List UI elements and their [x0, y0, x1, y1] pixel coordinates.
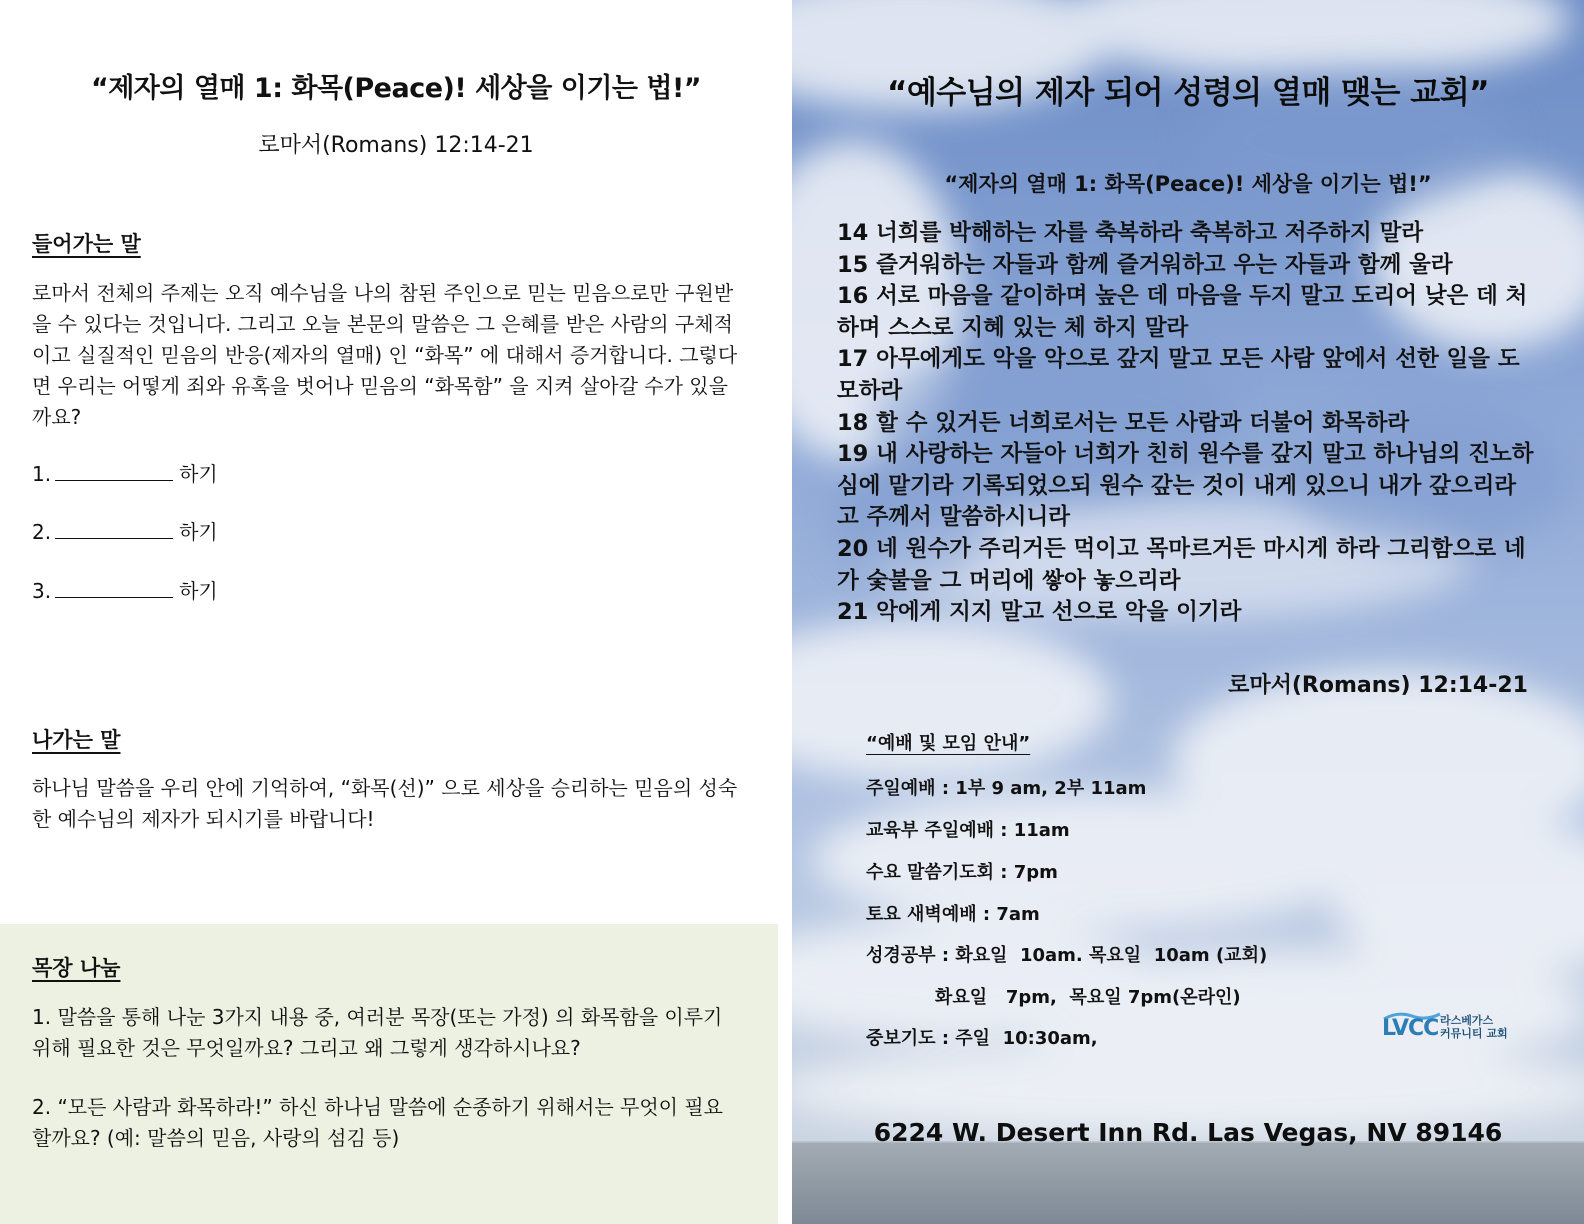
small-group-sharing-box — [0, 924, 778, 1224]
verse: 14 너희를 박해하는 자를 축복하라 축복하고 저주하지 말라 — [837, 220, 1424, 246]
schedule-line: 중보기도 : 주일 10:30am, — [866, 1028, 1098, 1049]
share-question-2: 2. “모든 사람과 화목하라!” 하신 하나님 말씀에 순종하기 위해서는 무엇이 필요할까요? (예: 말씀의 믿음, 사랑의 섬김 등) — [32, 1095, 723, 1150]
point-number: 2. — [32, 520, 52, 544]
verse: 17 아무에게도 악을 악으로 갚지 말고 모든 사람 앞에서 선한 일을 도모하라 — [837, 346, 1520, 404]
point-2 — [32, 516, 218, 545]
church-address: 6224 W. Desert Inn Rd. Las Vegas, NV 89146 — [873, 1118, 1503, 1147]
share-heading: 목장 나눔 — [32, 956, 121, 980]
point-suffix: 하기 — [179, 579, 218, 603]
schedule-heading: “예배 및 모임 안내” — [866, 733, 1031, 754]
point-number: 3. — [32, 579, 52, 603]
schedule-line: 교육부 주일예배 : 11am — [866, 820, 1070, 841]
verse: 15 즐거워하는 자들과 함께 즐거워하고 우는 자들과 함께 울라 — [837, 251, 1453, 278]
point-suffix: 하기 — [179, 520, 218, 544]
scripture-passage — [837, 218, 1537, 629]
logo-wordmark: LVCC — [1382, 1016, 1439, 1041]
church-motto: “예수님의 제자 되어 성령의 열매 맺는 교회” — [886, 75, 1490, 111]
point-1 — [32, 458, 218, 487]
verse: 16 서로 마음을 같이하며 높은 데 마음을 두지 말고 도리어 낮은 데 처하며 스스로 지혜 있는 체 하지 말라 — [837, 283, 1528, 341]
verse: 21 악에게 지지 말고 선으로 악을 이기라 — [837, 599, 1242, 626]
point-number: 1. — [32, 462, 52, 486]
church-logo — [1382, 1010, 1522, 1050]
fill-in-blank[interactable] — [55, 579, 173, 598]
right-panel — [792, 0, 1584, 1224]
share-question-1: 1. 말씀을 통해 나눈 3가지 내용 중, 여러분 목장(또는 가정) 의 화목함을 이루기 위해 필요한 것은 무엇일까요? 그리고 왜 그렇게 생각하시나요? — [32, 1005, 723, 1060]
intro-text: 로마서 전체의 주제는 오직 예수님을 나의 참된 주인으로 믿는 믿음으로만 구원받을 수 있다는 것입니다. 그리고 오늘 본문의 말씀은 그 은혜를 받은 사람의 구체적이고 실질적인 믿음의 반응(제자의 열매) 인 “화목” 에 대해서 증거합니다. 그렇다면 우리는 어떻게 죄와 유혹을 벗어나 믿음의 “화목함” 을 지켜 살아갈 수가 있을까요? — [32, 281, 738, 429]
schedule-line: 성경공부 : 화요일 10am. 목요일 10am (교회) — [866, 945, 1268, 966]
schedule-line: 화요일 7pm, 목요일 7pm(온라인) — [866, 987, 1241, 1008]
schedule-line: 주일예배 : 1부 9 am, 2부 11am — [866, 778, 1147, 799]
closing-text: 하나님 말씀을 우리 안에 기억하여, “화목(선)” 으로 세상을 승리하는 믿음의 성숙한 예수님의 제자가 되시기를 바랍니다! — [32, 776, 738, 831]
sermon-title: “제자의 열매 1: 화목(Peace)! 세상을 이기는 법!” — [90, 73, 702, 104]
schedule-line: 토요 새벽예배 : 7am — [866, 904, 1040, 925]
verse: 20 네 원수가 주리거든 먹이고 목마르거든 마시게 하라 그리함으로 네가 숯불을 그 머리에 쌓아 놓으리라 — [837, 535, 1526, 594]
scripture-reference: 로마서(Romans) 12:14-21 — [258, 133, 534, 158]
point-3 — [32, 575, 218, 604]
verse: 18 할 수 있거든 너희로서는 모든 사람과 더불어 화목하라 — [837, 409, 1410, 436]
logo-korean-line-2: 커뮤니티 교회 — [1440, 1027, 1508, 1040]
fill-in-blank[interactable] — [55, 462, 173, 481]
logo-korean-line-1: 라스베가스 — [1440, 1014, 1494, 1027]
point-suffix: 하기 — [179, 462, 218, 486]
closing-heading: 나가는 말 — [32, 728, 121, 752]
sermon-subtitle: “제자의 열매 1: 화목(Peace)! 세상을 이기는 법!” — [944, 172, 1432, 196]
fill-in-blank[interactable] — [55, 520, 173, 539]
passage-reference: 로마서(Romans) 12:14-21 — [1228, 673, 1528, 698]
schedule-line: 수요 말씀기도회 : 7pm — [866, 862, 1058, 883]
intro-heading: 들어가는 말 — [32, 232, 141, 256]
verse: 19 내 사랑하는 자들아 너희가 친히 원수를 갚지 말고 하나님의 진노하심에 맡기라 기록되었으되 원수 갚는 것이 내게 있으니 내가 갚으리라고 주께서 말씀하시니라 — [837, 441, 1534, 531]
